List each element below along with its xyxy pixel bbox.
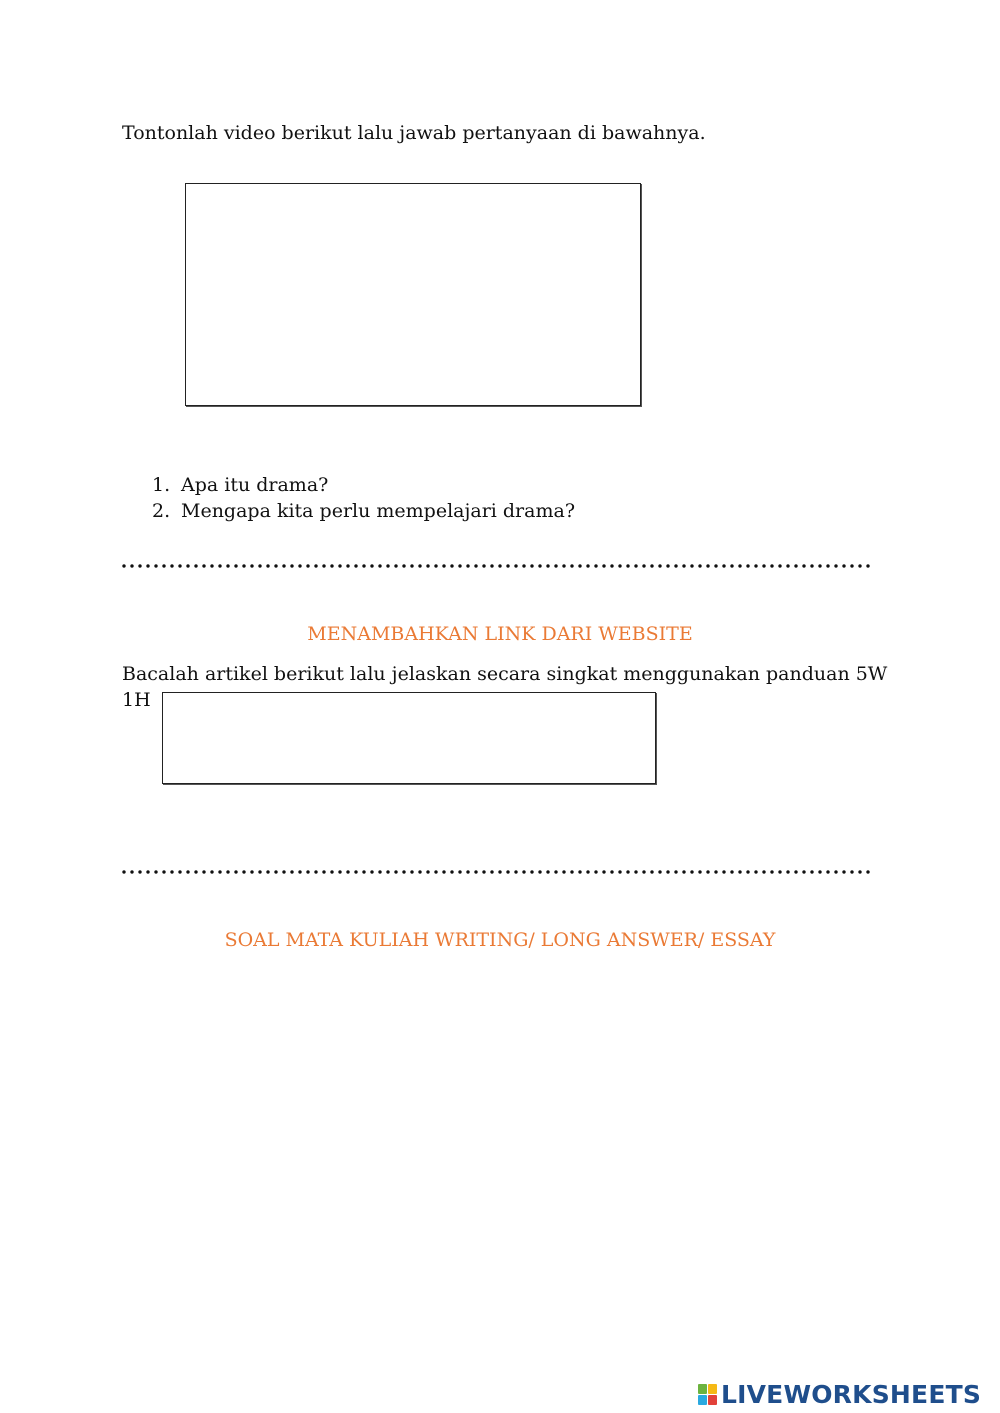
liveworksheets-logo <box>698 1380 981 1409</box>
question-text: Mengapa kita perlu mempelajari drama? <box>181 500 575 522</box>
question-number: 1. <box>152 474 171 496</box>
question-text: Apa itu drama? <box>181 474 329 496</box>
question-number: 2. <box>152 500 171 522</box>
logo-square-yellow <box>708 1384 717 1394</box>
link-instruction-line1: Bacalah artikel berikut lalu jelaskan secara singkat menggunakan panduan 5W <box>122 663 888 685</box>
video-instruction: Tontonlah video berikut lalu jawab pertanyaan di bawahnya. <box>122 122 706 144</box>
logo-text: LIVEWORKSHEETS <box>721 1380 982 1409</box>
section-title-link: MENAMBAHKAN LINK DARI WEBSITE <box>307 623 693 645</box>
link-instruction-line2: 1H <box>122 689 151 711</box>
logo-square-green <box>698 1384 707 1394</box>
logo-square-red <box>708 1395 717 1405</box>
dotted-separator <box>120 870 872 874</box>
dotted-separator <box>120 564 872 568</box>
video-embed-frame[interactable] <box>185 183 641 406</box>
question-item <box>152 498 575 524</box>
question-list <box>152 472 575 524</box>
section-title-essay: SOAL MATA KULIAH WRITING/ LONG ANSWER/ ESSAY <box>224 929 776 951</box>
logo-mark-icon <box>698 1384 717 1405</box>
question-item <box>152 472 575 498</box>
link-embed-frame[interactable] <box>162 692 656 784</box>
logo-square-blue <box>698 1395 707 1405</box>
